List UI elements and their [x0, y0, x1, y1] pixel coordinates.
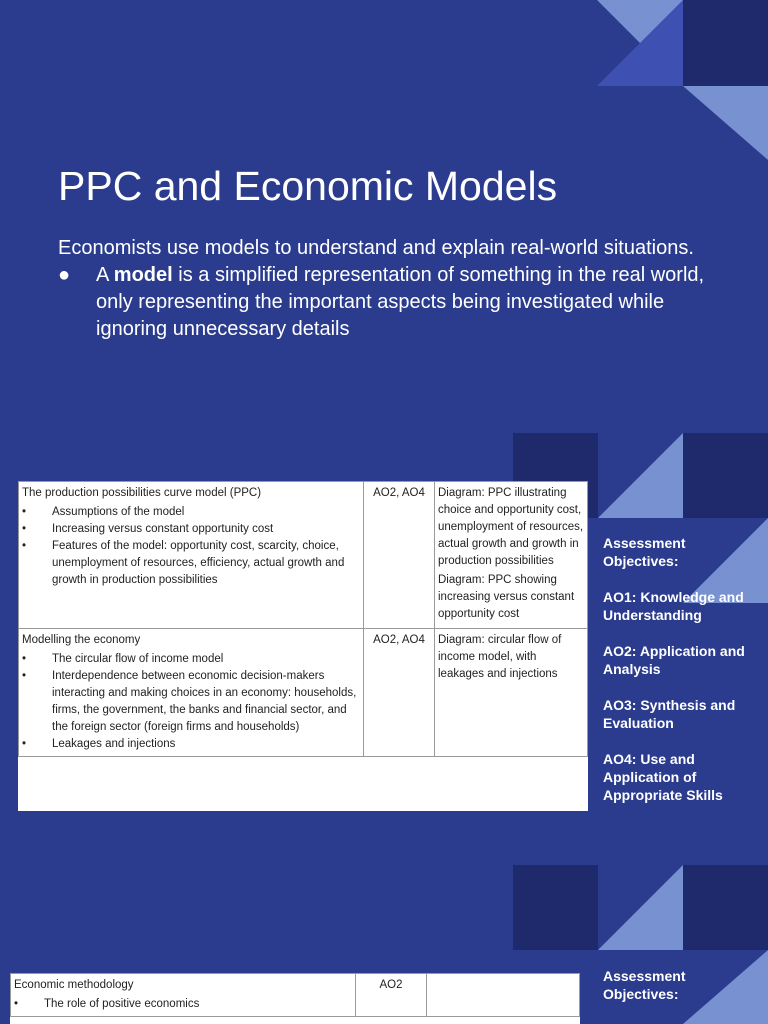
- bullet-dot: ●: [58, 264, 71, 286]
- bullet-item: ● A model is a simplified representation of something in the real world, only representing the important aspects being investigated while ignoring unnecessary details: [58, 264, 705, 340]
- assessment-objectives: [603, 967, 763, 1021]
- table-row: [19, 482, 588, 629]
- list-item: • The role of positive economics: [14, 996, 352, 1013]
- list-item: • Increasing versus constant opportunity cost: [22, 521, 360, 538]
- ao-item: AO2: Application and Analysis: [603, 643, 745, 677]
- corner-decoration: [0, 0, 768, 160]
- diagram-note: Diagram: PPC showing increasing versus constant opportunity cost: [438, 574, 575, 620]
- list-item: • Leakages and injections: [22, 736, 360, 753]
- table-row: [19, 629, 588, 757]
- diagram-note: Diagram: circular flow of income model, with leakages and injections: [438, 634, 562, 680]
- list-item: • Assumptions of the model: [22, 504, 360, 521]
- ao-cell: AO2: [356, 974, 427, 1017]
- ao-heading: Assessment Objectives:: [603, 968, 686, 1002]
- ao-item: AO1: Knowledge and Understanding: [603, 589, 744, 623]
- intro-text: Economists use models to understand and explain real-world situations.: [58, 237, 694, 259]
- ao-cell: AO2, AO4: [364, 482, 435, 629]
- slide-title: PPC and Economic Models: [58, 163, 558, 209]
- ao-item: AO3: Synthesis and Evaluation: [603, 697, 736, 731]
- row-heading: Modelling the economy: [22, 634, 141, 646]
- ao-cell: AO2, AO4: [364, 629, 435, 757]
- bold-term: model: [113, 264, 173, 286]
- row-heading: Economic methodology: [14, 979, 134, 991]
- slide-1: [0, 0, 768, 433]
- assessment-objectives: [603, 534, 763, 822]
- slide-3: [0, 865, 768, 1024]
- ao-heading: Assessment Objectives:: [603, 535, 686, 569]
- row-heading: The production possibilities curve model (PPC): [22, 487, 262, 499]
- diagram-note: Diagram: PPC illustrating choice and opportunity cost, unemployment of resources, actual growth and growth in production possibilities: [438, 487, 584, 567]
- list-item: • Interdependence between economic decision-makers interacting and making choices in an economy: households, firms, the government, the banks and financial sector, and the foreign sector (foreign firms and households): [22, 668, 360, 736]
- table-row: [11, 974, 580, 1017]
- syllabus-table-2: [10, 973, 580, 1024]
- slide-2: [0, 433, 768, 865]
- slide-body: [58, 235, 728, 343]
- ao-item: AO4: Use and Application of Appropriate Skills: [603, 751, 723, 803]
- syllabus-table: [18, 481, 588, 811]
- list-item: • Features of the model: opportunity cost, scarcity, choice, unemployment of resources, efficiency, actual growth and growth in production possibilities: [22, 538, 360, 589]
- list-item: • The circular flow of income model: [22, 651, 360, 668]
